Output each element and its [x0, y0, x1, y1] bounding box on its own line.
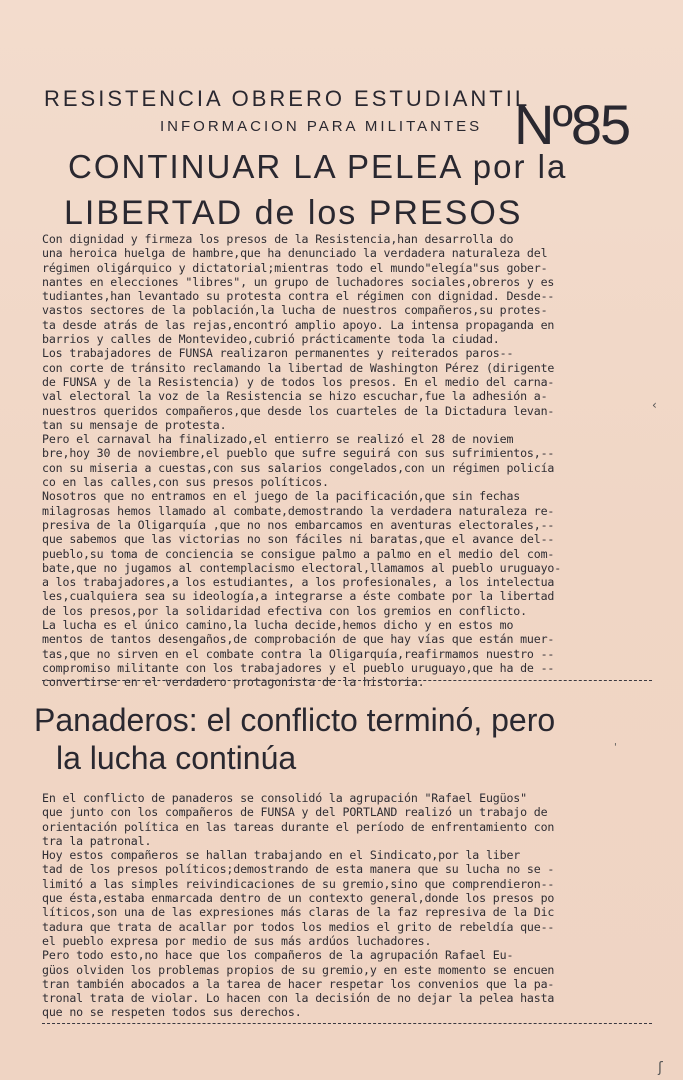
text-line: convertirse en el verdadero protagonista de la historia.: [42, 675, 425, 690]
text-line: En el conflicto de panaderos se consolidó la agrupación "Rafael Eugüos": [42, 791, 527, 805]
text-line: güos olviden los problemas propios de su gremio,y en este momento se encuen: [42, 962, 555, 977]
issue-number: Nº85: [514, 93, 630, 156]
text-line: con su miseria a cuestas,con sus salarios congelados,con un régimen policía: [42, 460, 555, 475]
text-line: tadura que trata de acallar por todos los medios el grito de rebeldía que--: [42, 919, 555, 934]
text-line: Pero todo esto,no hace que los compañeros de la agrupación Rafael Eu-: [42, 948, 514, 963]
text-line: pueblo,su toma de conciencia se consigue palmo a palmo en el medio del com-: [42, 546, 555, 561]
text-line: vastos sectores de la población,la lucha de nuestros compañeros,su protes-: [42, 303, 548, 318]
text-line: orientación política en las tareas durante el período de enfrentamiento con: [42, 819, 555, 834]
text-line: limitó a las simples reivindicaciones de su gremio,sino que comprendieron--: [42, 876, 555, 891]
text-line: les,cualquiera sea su ideología,a integrarse a éste combate por la libertad: [42, 589, 555, 604]
text-line: barrios y calles de Montevideo,cubrió prácticamente toda la ciudad.: [42, 332, 500, 347]
text-line: una heroica huelga de hambre,que ha denunciado la verdadera naturaleza del: [42, 246, 548, 261]
text-line: tad de los presos políticos;demostrando de esta manera que su lucha no se -: [42, 862, 555, 877]
text-line: Pero el carnaval ha finalizado,el entierro se realizó el 28 de noviem: [42, 432, 514, 447]
text-line: tran también abocados a la tarea de hacer respetar los convenios que la pa-: [42, 976, 555, 991]
text-line: a los trabajadores,a los estudiantes, a los profesionales, a los intelectua: [42, 575, 555, 590]
text-line: que junto con los compañeros de FUNSA y del PORTLAND realizó un trabajo de: [42, 805, 548, 820]
stray-mark: ': [614, 742, 617, 753]
stray-mark: ʃ: [658, 1060, 663, 1076]
text-line: de los presos,por la solidaridad efectiva con los gremios en conflicto.: [42, 603, 527, 618]
text-line: nantes en elecciones "libres", un grupo de luchadores sociales,obreros y es: [42, 274, 555, 289]
text-line: de FUNSA y de la Resistencia) y de todos los presos. En el medio del carna-: [42, 374, 555, 389]
text-line: que ésta,estaba enmarcada dentro de un contexto general,donde los presos po: [42, 891, 555, 906]
subtitle-heading: INFORMACION PARA MILITANTES: [160, 118, 483, 135]
text-line: Hoy estos compañeros se hallan trabajando en el Sindicato,por la liber: [42, 848, 521, 863]
text-line: compromiso militante con los trabajadores y el pueblo uruguayo,que ha de --: [42, 660, 555, 675]
article1-body: [42, 232, 561, 690]
article2-title-line1: Panaderos: el conflicto terminó, pero: [34, 702, 556, 738]
section-divider: [42, 680, 652, 681]
organization-heading: RESISTENCIA OBRERO ESTUDIANTIL: [44, 86, 531, 111]
article2-body: [42, 791, 554, 1020]
text-line: tronal trata de violar. Lo hacen con la decisión de no dejar la pelea hasta: [42, 991, 555, 1006]
text-line: con corte de tránsito reclamando la libertad de Washington Pérez (dirigente: [42, 360, 555, 375]
text-line: régimen oligárquico y dictatorial;mientras todo el mundo"elegía"sus gober-: [42, 260, 548, 275]
text-line: Con dignidad y firmeza los presos de la Resistencia,han desarrolla do: [42, 232, 514, 246]
text-line: tas,que no sirven en el combate contra la Oligarquía,reafirmamos nuestro --: [42, 646, 555, 661]
text-line: que no se respeten todos sus derechos.: [42, 1005, 302, 1020]
text-line: tra la patronal.: [42, 833, 152, 848]
text-line: el pueblo expresa por medio de sus más ardúos luchadores.: [42, 933, 432, 948]
text-line: val electoral la voz de la Resistencia se hizo escuchar,fue la adhesión a-: [42, 389, 548, 404]
text-line: nuestros queridos compañeros,que desde los cuarteles de la Dictadura levan-: [42, 403, 555, 418]
text-line: líticos,son una de las expresiones más claras de la faz represiva de la Dic: [42, 905, 555, 920]
stray-mark: ‹: [652, 398, 657, 412]
text-line: ta desde atrás de las rejas,encontró amplio apoyo. La intensa propaganda en: [42, 317, 555, 332]
text-line: mentos de tantos desengaños,de comprobación de que hay vías que están muer-: [42, 632, 555, 647]
text-line: Nosotros que no entramos en el juego de la pacificación,que sin fechas: [42, 489, 521, 504]
text-line: bre,hoy 30 de noviembre,el pueblo que sufre seguirá con sus sufrimientos,--: [42, 446, 555, 461]
text-line: milagrosas hemos llamado al combate,demostrando la verdadera naturaleza re-: [42, 503, 555, 518]
article1-title-line1: CONTINUAR LA PELEA por la: [68, 148, 568, 185]
article2-title-line2: la lucha continúa: [56, 740, 297, 776]
text-line: La lucha es el único camino,la lucha decide,hemos dicho y en estos mo: [42, 618, 514, 633]
text-line: Los trabajadores de FUNSA realizaron permanentes y reiterados paros--: [42, 346, 514, 361]
article1-title-line2: LIBERTAD de los PRESOS: [64, 194, 523, 232]
text-line: bate,que no jugamos al contemplacismo electoral,llamamos al pueblo uruguayo-: [42, 560, 562, 575]
text-line: presiva de la Oligarquía ,que no nos embarcamos en aventuras electorales,--: [42, 517, 555, 532]
text-line: co en las calles,con sus presos políticos.: [42, 475, 329, 490]
text-line: tan su mensaje de protesta.: [42, 417, 227, 432]
text-line: que sabemos que las victorias no son fáciles ni baratas,que el avance del--: [42, 532, 555, 547]
text-line: tudiantes,han levantado su protesta contra el régimen con dignidad. Desde--: [42, 289, 555, 304]
bottom-divider: [42, 1023, 652, 1024]
